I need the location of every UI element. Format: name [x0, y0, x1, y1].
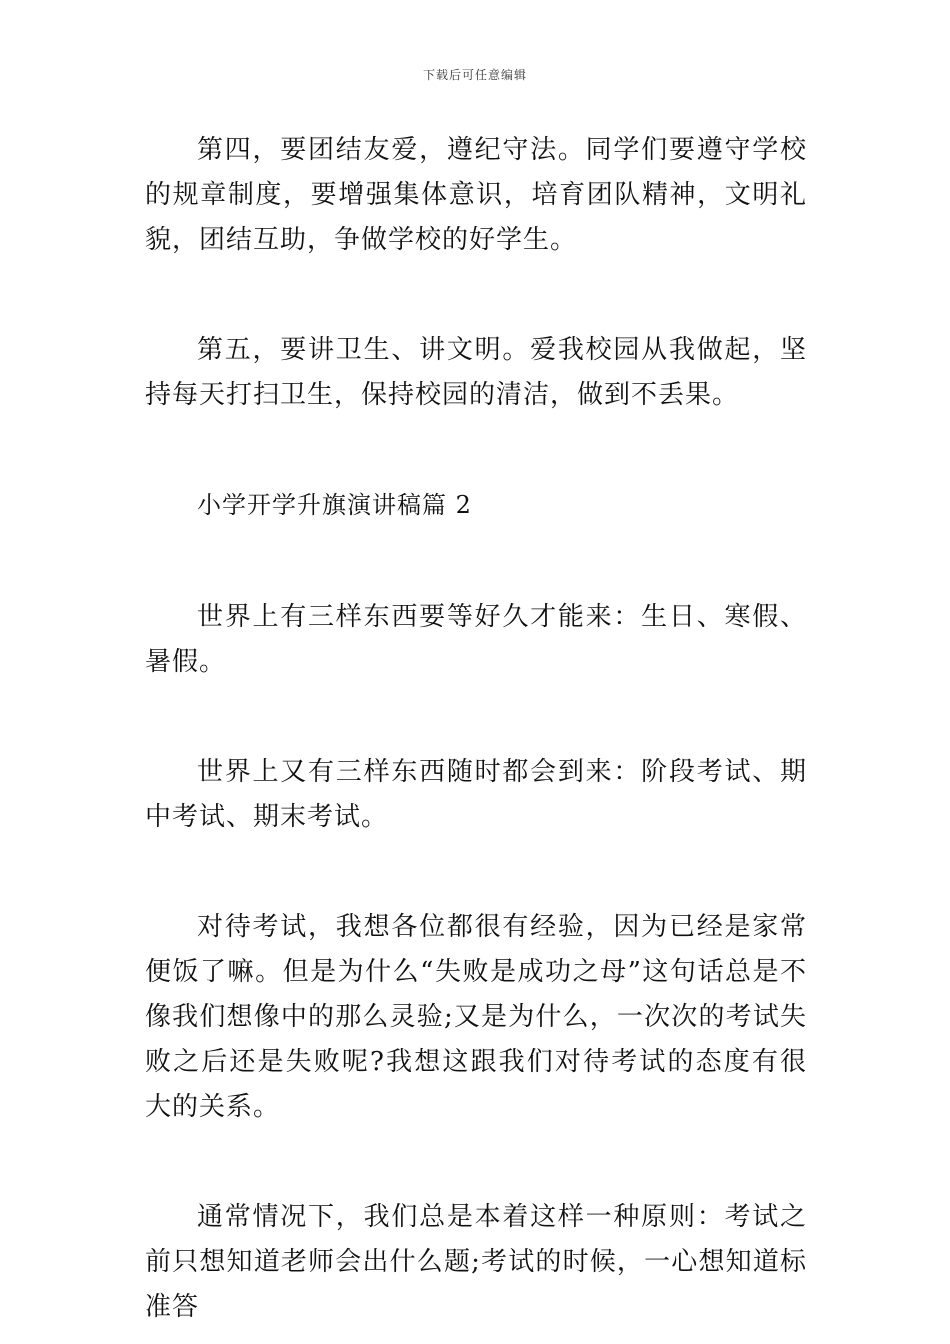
paragraph-fourth-point: 第四，要团结友爱，遵纪守法。同学们要遵守学校的规章制度，要增强集体意识，培育团队精神，文明礼貌，团结互助，争做学校的好学生。: [145, 135, 807, 255]
page-header-note: 下载后可任意编辑: [422, 68, 527, 82]
paragraph-fifth-point: 第五，要讲卫生、讲文明。爱我校园从我做起，坚持每天打扫卫生，保持校园的清洁，做到不丢果。: [145, 335, 807, 410]
paragraph-exam-principle: 通常情况下，我们总是本着这样一种原则：考试之前只想知道老师会出什么题;考试的时候，一心想知道标准答: [145, 1202, 807, 1322]
document-body: [145, 128, 807, 1330]
paragraph-three-awaited-things: 世界上有三样东西要等好久才能来：生日、寒假、暑假。: [145, 602, 807, 677]
section-heading: 小学开学升旗演讲稿篇 2: [197, 491, 472, 519]
paragraph-three-exams: 世界上又有三样东西随时都会到来：阶段考试、期中考试、期末考试。: [145, 757, 807, 832]
paragraph-exam-attitude: 对待考试，我想各位都很有经验，因为已经是家常便饭了嘛。但是为什么“失败是成功之母”这句话总是不像我们想像中的那么灵验;又是为什么，一次次的考试失败之后还是失败呢?我想这跟我们对待考试的态度有很大的关系。: [145, 912, 807, 1122]
